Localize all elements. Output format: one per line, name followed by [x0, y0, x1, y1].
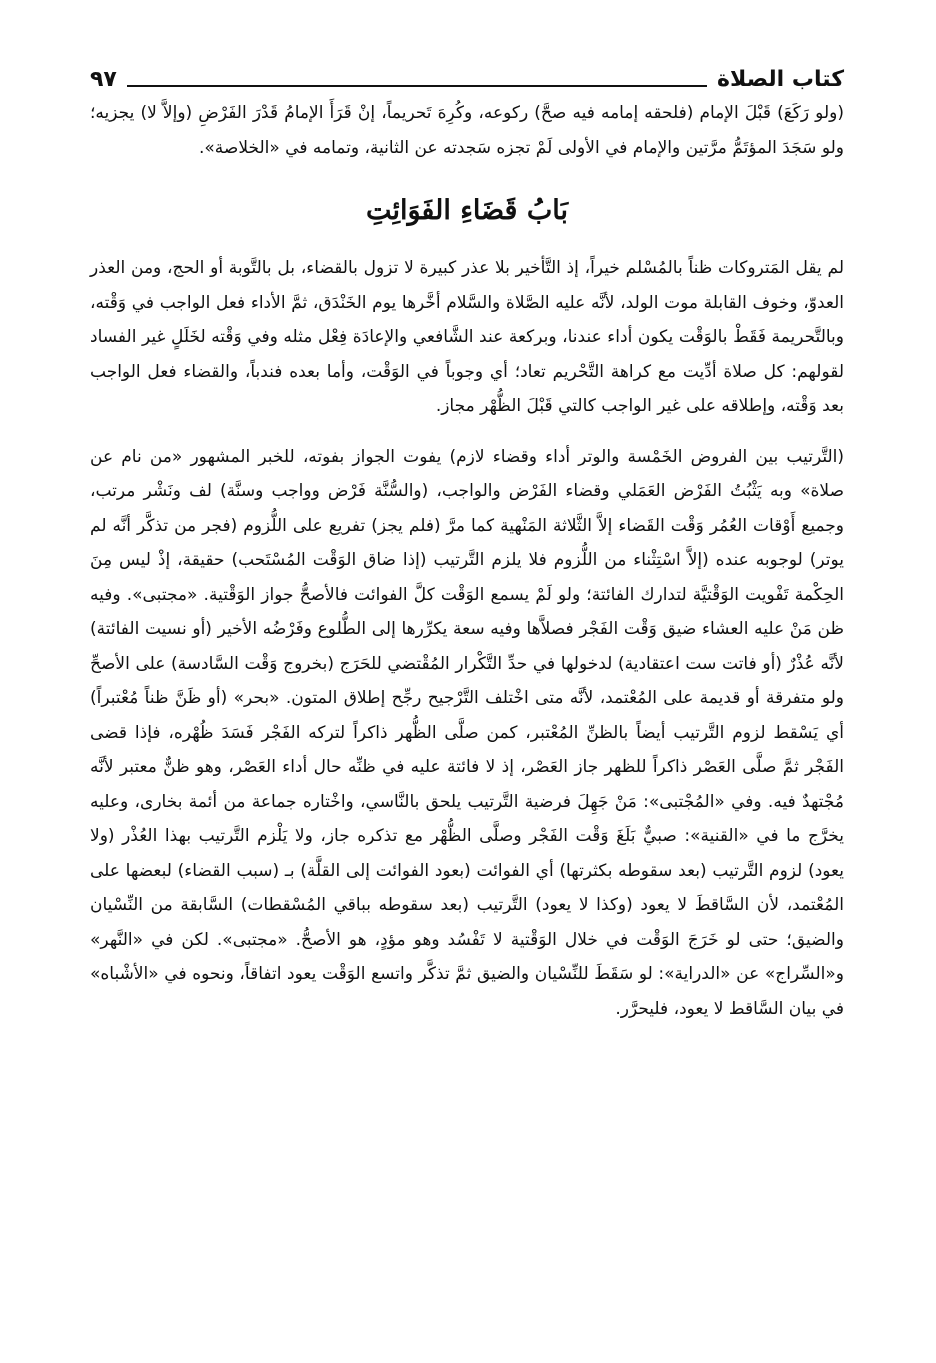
- chapter-title: بَابُ قَضَاءِ الفَوَائِتِ: [365, 195, 569, 226]
- page-number: ٩٧: [90, 67, 117, 92]
- running-header: [90, 58, 844, 94]
- paragraph-tartib: (التَّرتيب بين الفروض الخَمْسة والوتر أداء وقضاء لازم) يفوت الجواز بفوته، للخبر المشهور «من نام عن صلاة» وبه يَثْبُتُ الفَرْض العَمَلي وقضاء الفَرْض والواجب، (والسُّنَّة فَرْض وواجب وسنَّة) لف ونَشْر مرتب، وجميع أَوْقات العُمُر وَقْت القَضاء إلاَّ الثَّلاثة المَنْهية كما مرَّ (فلم يجز) تفريع على اللُّزوم (فجر من تذكَّر أنَّه لم يوتر) لوجوبه عنده (إلاَّ اسْتِثْناء من اللُّزوم فلا يلزم التَّرتيب (إذا ضاق الوَقْت المُسْتَحب) حقيقة، إذْ ليس مِنَ الحِكْمة تَفْويت الوَقْتيَّة لتدارك الفائتة؛ ولو لَمْ يسمع الوَقْت كلَّ الفوائت فالأصحُّ جواز الوَقْتية. «مجتبى». وفيه ظن مَنْ عليه العشاء ضيق وَقْت الفَجْر فصلاَّها وفيه سعة يكرِّرها إلى الطُّلوع وفَرْضُه الأخير (أو نسيت الفائتة) لأنَّه عُذْرٌ (أو فاتت ست اعتقادية) لدخولها في حدِّ التَّكْرار المُقْتضي للحَرَج (بخروج وَقْت السَّادسة) على الأصحِّ ولو متفرقة أو قديمة على المُعْتمد، لأنَّه متى اخْتلف التَّرْجيح رجِّح إطلاق المتون. «بحر» (أو ظَنَّ ظناً مُعْتبراً) أي يَسْقط لزوم التَّرتيب أيضاً بالظنِّ المُعْتبر، كمن صلَّى الظُّهر ذاكراً لتركه الفَجْر فَسَدَ ظُهْره، فإذا قضى الفَجْر ثمَّ صلَّى العَصْر ذاكراً للظهر جاز العَصْر، إذ لا فائتة عليه في ظنِّه حال أداء العَصْر، وهو ظنٌّ معتبر لأنَّه مُجْتهدٌ فيه. وفي «المُجْتبى»: مَنْ جَهِلَ فرضية التَّرتيب يلحق بالنَّاسي، واخْتاره جماعة من أئمة بخارى، وعليه يخرَّج ما في «القنية»: صبيٌّ بَلَغَ وَقْت الفَجْر وصلَّى الظُّهْر مع تذكره جاز، ولا يَلْزم التَّرتيب بهذا العُذْر (ولا يعود) لزوم التَّرتيب (بعد سقوطه بكثرتها) أي الفوائت (بعود الفوائت إلى القلَّة) بـ (سبب القضاء) لبعضها على المُعْتمد، لأن السَّاقطَ لا يعود (وكذا لا يعود) التَّرتيب (بعد سقوطه بباقي المُسْقطات) السَّابقة من النِّسْيان والضيق؛ حتى لو خَرَجَ الوَقْت في خلال الوَقْتية لا تَفْسُد وهو مؤدٍ، هو الأصحُّ. «مجتبى». لكن في «النَّهر» و«السِّراج» عن «الدراية»: لو سَقَطَ للنِّسْيان والضيق ثمَّ تذكَّر واتسع الوَقْت يعود اتفاقاً، ونحوه في «الأشْباه» في بيان السَّاقط لا يعود، فليحرَّر.: [90, 446, 844, 1019]
- book-title: كتاب الصلاة: [717, 67, 844, 92]
- paragraph-intro: (ولو رَكَعَ) قَبْلَ الإمام (فلحقه إمامه فيه صحَّ) ركوعه، وكُرِهَ تَحريماً، إنْ قَرَأَ الإمامُ قَدْرَ الفَرْضِ (وإلاَّ لا) يجزيه؛ ولو سَجَدَ المؤتَمُّ مرَّتين والإمام في الأولى لَمْ تجزه سَجدته عن الثانية، وتمامه في «الخلاصة».: [90, 103, 844, 158]
- header-rule: [127, 85, 707, 87]
- page-body: [90, 96, 844, 1026]
- paragraph-chapter-intro: لم يقل المَتروكات ظناً بالمُسْلم خيراً، إذ التَّأخير بلا عذر كبيرة لا تزول بالقضاء، بل بالتَّوبة أو الحج، ومن العذر العدوّ، وخوف القابلة موت الولد، لأنَّه عليه الصَّلاة والسَّلام أخَّرها يوم الخَنْدَق، ثمَّ الأداء فعل الواجب في وَقْته، وبالتَّحريمة فَقَطْ بالوَقْت يكون أداء عندنا، وبركعة عند الشَّافعي والإعادَة فِعْل مثله وفي وَقْته لخَلَلٍ غير الفساد لقولهم: كل صلاة أدِّيت مع كراهة التَّحْريم تعاد؛ أي وجوباً في الوَقْت، وأما بعده فندباً، والقضاء فعل الواجب بعد وَقْته، وإطلاقه على غير الواجب كالتي قَبْلَ الظُّهْر مجاز.: [90, 258, 844, 416]
